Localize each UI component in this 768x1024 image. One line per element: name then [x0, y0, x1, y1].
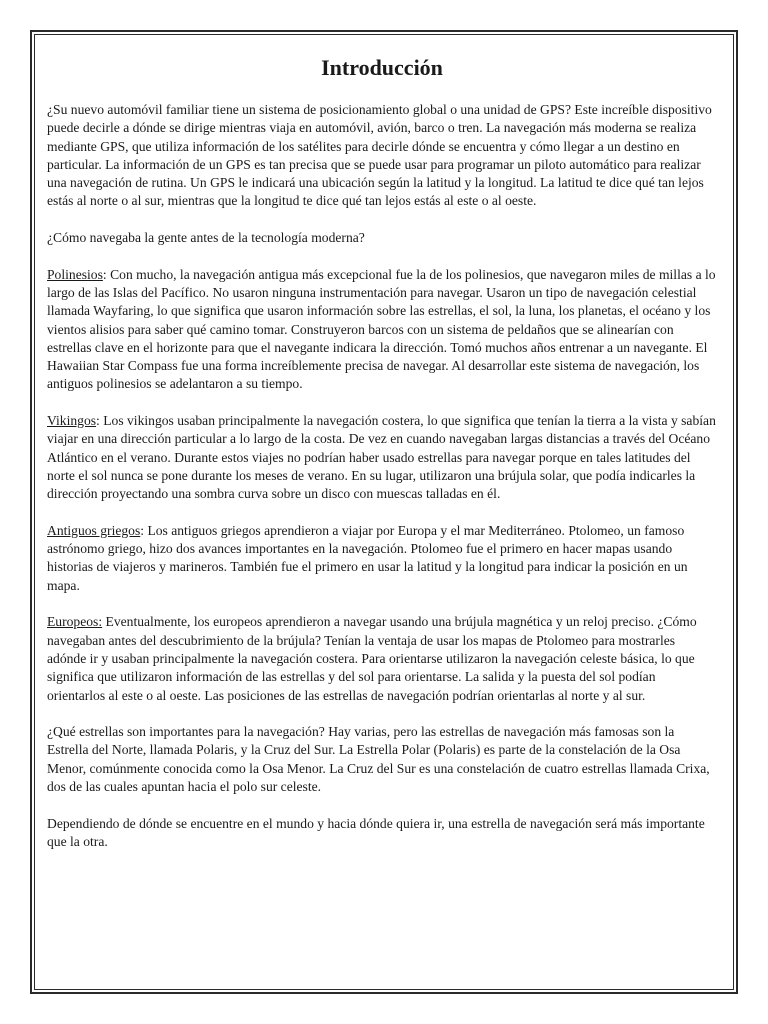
section-label-vikingos: Vikingos — [47, 413, 97, 429]
paragraph-antiguos-griegos — [47, 522, 717, 595]
paragraph-text: ¿Cómo navegaba la gente antes de la tecnología moderna? — [47, 230, 365, 246]
document-title: Introducción — [321, 55, 443, 80]
paragraph-text: : Con mucho, la navegación antigua más excepcional fue la de los polinesios, que navegaron miles de millas a lo largo de las Islas del Pacífico. No usaron ninguna instrumentación para navegar. Usaron un tipo de navegación celestial llamada Wayfaring, lo que significa que usaron información sobre las estrellas, el sol, la luna, los planetas, el océano y los vientos alisios para saber qué camino tomar. Construyeron barcos con un sistema de peldaños que se alinearían con estrellas clave en el horizonte para que el navegante indicara la dirección. Tomó muchos años entrenar a un navegante. El Hawaiian Star Compass fue una forma increíblemente precisa de navegar. Al desarrollar este sistema de navegación, los antiguos polinesios se adelantaron a su tiempo. — [47, 266, 716, 392]
paragraph-navigation-stars — [47, 723, 717, 796]
paragraph-text: ¿Su nuevo automóvil familiar tiene un sistema de posicionamiento global o una unidad de GPS? Este increíble dispositivo puede decirle a dónde se dirige mientras viaja en automóvil, avión, barco o tren. La navegación más moderna se realiza mediante GPS, que utiliza información de los satélites para decirle dónde se encuentra y cómo llegar a un destino en particular. La información de un GPS es tan precisa que se puede usar para programar un piloto automático para realizar una navegación de rutina. Un GPS le indicará una ubicación según la latitud y la longitud. La latitud te dice qué tan lejos estás al norte o al sur, mientras que la longitud te dice qué tan lejos estás al este o al oeste. — [47, 102, 712, 209]
document-body — [47, 50, 717, 869]
paragraph-text: Eventualmente, los europeos aprendieron a navegar usando una brújula magnética y un reloj preciso. ¿Cómo navegaban antes del descubrimiento de la brújula? Tenían la ventaja de usar los mapas de Ptolomeo para mostrarles adónde ir y usaban principalmente la navegación costera. Para orientarse utilizaron la navegación celeste básica, lo que significa que utilizaron información de las estrellas y del sol para orientarse. La salida y la puesta del sol podían orientarlos al este o al oeste. Las posiciones de las estrellas de navegación podrían orientarlas al norte y al sur. — [47, 614, 697, 703]
paragraph-europeos — [47, 613, 717, 704]
paragraph-polinesios — [47, 266, 717, 394]
paragraph-text: Dependiendo de dónde se encuentre en el mundo y hacia dónde quiera ir, una estrella de navegación será más importante que la otra. — [47, 815, 705, 849]
paragraph-text: : Los antiguos griegos aprendieron a viajar por Europa y el mar Mediterráneo. Ptolomeo, un famoso astrónomo griego, hizo dos avances importantes en la navegación. Ptolomeo fue el primero en hacer mapas usando historias de viajeros y marineros. También fue el primero en usar la latitud y la longitud para indicar la posición en un mapa. — [47, 522, 688, 593]
paragraph-conclusion — [47, 815, 717, 852]
paragraph-vikingos — [47, 412, 717, 503]
paragraph-text: : Los vikingos usaban principalmente la navegación costera, lo que significa que tenían la tierra a la vista y sabían viajar en una dirección particular a lo largo de la costa. De vez en cuando navegaban largas distancias a través del Océano Atlántico en el verano. Durante estos viajes no podrían haber usado estrellas para navegar porque en tales latitudes del norte el sol nunca se pone durante los meses de verano. En su lugar, utilizaron una brújula solar, que podía indicarles la dirección proyectando una sombra curva sobre un disco con muescas talladas en él. — [47, 413, 716, 502]
paragraph-question-navigation — [47, 229, 717, 247]
section-label-europeos: Europeos: — [47, 614, 103, 630]
paragraph-text: ¿Qué estrellas son importantes para la navegación? Hay varias, pero las estrellas de navegación más famosas son la Estrella del Norte, llamada Polaris, y la Cruz del Sur. La Estrella Polar (Polaris) es parte de la constelación de la Osa Menor, comúnmente conocida como la Osa Menor. La Cruz del Sur es una constelación de cuatro estrellas llamada Crixa, dos de las cuales apuntan hacia el polo sur celeste. — [47, 724, 710, 794]
section-label-antiguos-griegos: Antiguos griegos — [47, 522, 141, 538]
paragraph-intro-gps — [47, 101, 717, 211]
section-label-polinesios: Polinesios — [47, 266, 103, 282]
